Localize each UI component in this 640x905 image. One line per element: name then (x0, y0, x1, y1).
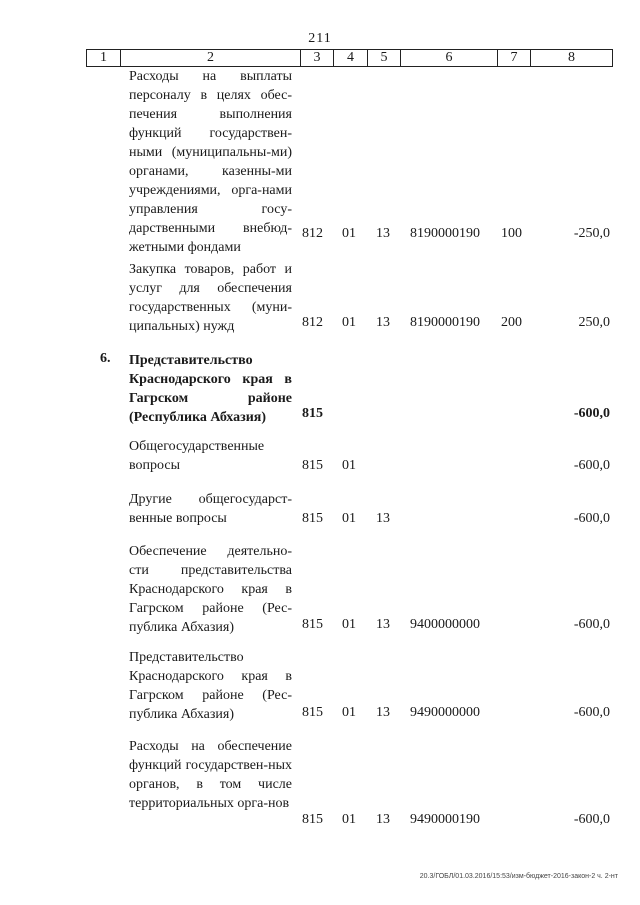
row-col-8: -600,0 (573, 458, 610, 473)
row-col-3: 815 (302, 705, 323, 720)
header-col-3: 3 (300, 50, 333, 66)
row-col-8: -600,0 (573, 511, 610, 526)
row-col-4: 01 (342, 705, 356, 720)
row-col-6: 9400000000 (410, 617, 480, 632)
row-name: Представительство Краснодарского края в Гагрском районе (Республика Абхазия) (129, 353, 292, 425)
header-col-1: 1 (100, 50, 107, 65)
row-col-7: 100 (501, 226, 522, 241)
row-col-8: 250,0 (578, 315, 610, 330)
table-row (0, 437, 640, 475)
header-col-8: 8 (530, 50, 612, 66)
row-col-8: -600,0 (573, 705, 610, 720)
row-col-5: 13 (376, 226, 390, 241)
page-number: 211 (308, 31, 332, 46)
table-row (0, 737, 640, 829)
row-col-5: 13 (376, 511, 390, 526)
row-col-4: 01 (342, 511, 356, 526)
row-name: Общегосударственные вопросы (129, 439, 265, 473)
row-col-6: 8190000190 (410, 226, 480, 241)
header-col-2: 2 (120, 50, 300, 66)
row-col-3: 815 (302, 406, 323, 421)
row-col-6: 8190000190 (410, 315, 480, 330)
row-col-4: 01 (342, 226, 356, 241)
table-row (0, 490, 640, 528)
row-col-8: -250,0 (573, 226, 610, 241)
row-col-5: 13 (376, 812, 390, 827)
row-col-3: 815 (302, 511, 323, 526)
row-col-8: -600,0 (573, 406, 610, 421)
table-header-row (86, 49, 613, 67)
row-col-7: 200 (501, 315, 522, 330)
row-col-5: 13 (376, 705, 390, 720)
row-col-3: 812 (302, 315, 323, 330)
table-row (0, 67, 640, 255)
row-name: Представительство Краснодарского края в Гагрском районе (Рес-публика Абхазия) (129, 650, 292, 722)
row-col-4: 01 (342, 617, 356, 632)
row-col-4: 01 (342, 458, 356, 473)
row-name: Закупка товаров, работ и услуг для обеспечения государственных (муни-ципальных) нужд (129, 262, 292, 334)
row-name: Обеспечение деятельно-сти представительства Краснодарского края в Гагрском районе (Рес-публика Абхазия) (129, 544, 292, 635)
row-col-6: 9490000000 (410, 705, 480, 720)
section-number: 6. (100, 351, 111, 366)
row-name: Расходы на обеспечение функций государствен-ных органов, в том числе территориальных орга-нов (129, 739, 292, 811)
row-col-3: 815 (302, 812, 323, 827)
header-col-5: 5 (367, 50, 400, 66)
table-row-section (0, 351, 640, 423)
row-name: Расходы на выплаты персоналу в целях обес-печения выполнения функций государствен-ными (муниципальны-ми) органами, казенны-ми учреждениями, орга-нами управления госу-дарственными внебюд-жетными фондами (129, 69, 292, 255)
row-col-4: 01 (342, 812, 356, 827)
header-col-4: 4 (333, 50, 367, 66)
row-col-8: -600,0 (573, 617, 610, 632)
footer-file-reference: 20.3/ГОБЛ/01.03.2016/15:53/изм-бюджет-2016-закон-2 ч. 2-нт (419, 873, 618, 880)
row-col-4: 01 (342, 315, 356, 330)
table-row (0, 648, 640, 722)
table-row (0, 260, 640, 332)
header-col-6: 6 (400, 50, 497, 66)
row-col-3: 815 (302, 458, 323, 473)
row-name: Другие общегосударст-венные вопросы (129, 492, 292, 526)
row-col-6: 9490000190 (410, 812, 480, 827)
row-col-5: 13 (376, 617, 390, 632)
table-row (0, 542, 640, 634)
row-col-8: -600,0 (573, 812, 610, 827)
row-col-3: 812 (302, 226, 323, 241)
header-col-7: 7 (497, 50, 530, 66)
row-col-3: 815 (302, 617, 323, 632)
row-col-5: 13 (376, 315, 390, 330)
